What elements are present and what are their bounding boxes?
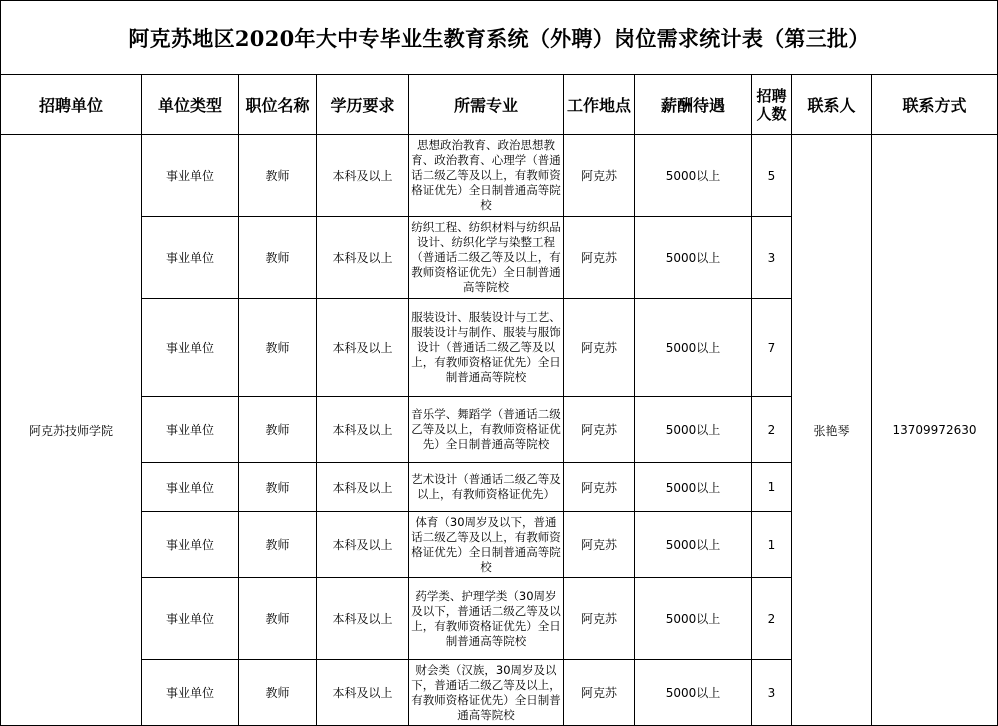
location-cell: 阿克苏 — [564, 135, 635, 217]
position-cell: 教师 — [239, 463, 317, 512]
count-cell: 3 — [752, 217, 792, 299]
header-phone: 联系方式 — [872, 75, 998, 135]
contact-name-cell: 张艳琴 — [792, 135, 872, 726]
major-cell: 体育（30周岁及以下，普通话二级乙等及以上，有教师资格证优先）全日制普通高等院校 — [409, 512, 564, 578]
major-cell: 财会类（汉族，30周岁及以下，普通话二级乙等及以上，有教师资格证优先）全日制普通高等院校 — [409, 660, 564, 726]
salary-cell: 5000以上 — [635, 135, 752, 217]
position-cell: 教师 — [239, 135, 317, 217]
header-education: 学历要求 — [317, 75, 409, 135]
position-cell: 教师 — [239, 660, 317, 726]
unit-type-cell: 事业单位 — [142, 217, 239, 299]
education-cell: 本科及以上 — [317, 397, 409, 463]
unit-name-cell: 阿克苏技师学院 — [1, 135, 142, 726]
unit-type-cell: 事业单位 — [142, 512, 239, 578]
unit-type-cell: 事业单位 — [142, 463, 239, 512]
position-cell: 教师 — [239, 299, 317, 397]
count-cell: 1 — [752, 463, 792, 512]
location-cell: 阿克苏 — [564, 463, 635, 512]
count-cell: 7 — [752, 299, 792, 397]
major-cell: 思想政治教育、政治思想教育、政治教育、心理学（普通话二级乙等及以上，有教师资格证优先）全日制普通高等院校 — [409, 135, 564, 217]
unit-type-cell: 事业单位 — [142, 660, 239, 726]
major-cell: 音乐学、舞蹈学（普通话二级乙等及以上，有教师资格证优先）全日制普通高等院校 — [409, 397, 564, 463]
position-cell: 教师 — [239, 397, 317, 463]
education-cell: 本科及以上 — [317, 217, 409, 299]
count-cell: 3 — [752, 660, 792, 726]
salary-cell: 5000以上 — [635, 512, 752, 578]
salary-cell: 5000以上 — [635, 397, 752, 463]
header-location: 工作地点 — [564, 75, 635, 135]
location-cell: 阿克苏 — [564, 512, 635, 578]
position-cell: 教师 — [239, 512, 317, 578]
header-unit: 招聘单位 — [1, 75, 142, 135]
major-cell: 服装设计、服装设计与工艺、服装设计与制作、服装与服饰设计（普通话二级乙等及以上，有教师资格证优先）全日制普通高等院校 — [409, 299, 564, 397]
header-position: 职位名称 — [239, 75, 317, 135]
education-cell: 本科及以上 — [317, 578, 409, 660]
salary-cell: 5000以上 — [635, 578, 752, 660]
header-salary: 薪酬待遇 — [635, 75, 752, 135]
position-cell: 教师 — [239, 217, 317, 299]
contact-phone-cell: 13709972630 — [872, 135, 998, 726]
major-cell: 纺织工程、纺织材料与纺织品设计、纺织化学与染整工程（普通话二级乙等及以上，有教师资格证优先）全日制普通高等院校 — [409, 217, 564, 299]
count-cell: 5 — [752, 135, 792, 217]
location-cell: 阿克苏 — [564, 578, 635, 660]
salary-cell: 5000以上 — [635, 217, 752, 299]
education-cell: 本科及以上 — [317, 512, 409, 578]
location-cell: 阿克苏 — [564, 299, 635, 397]
salary-cell: 5000以上 — [635, 463, 752, 512]
education-cell: 本科及以上 — [317, 135, 409, 217]
education-cell: 本科及以上 — [317, 463, 409, 512]
unit-type-cell: 事业单位 — [142, 397, 239, 463]
job-table — [0, 74, 998, 726]
major-cell: 艺术设计（普通话二级乙等及以上，有教师资格证优先） — [409, 463, 564, 512]
header-count: 招聘人数 — [752, 75, 792, 135]
major-cell: 药学类、护理学类（30周岁及以下，普通话二级乙等及以上，有教师资格证优先）全日制普通高等院校 — [409, 578, 564, 660]
table-row — [1, 135, 998, 217]
education-cell: 本科及以上 — [317, 299, 409, 397]
salary-cell: 5000以上 — [635, 660, 752, 726]
header-unit-type: 单位类型 — [142, 75, 239, 135]
unit-type-cell: 事业单位 — [142, 299, 239, 397]
unit-type-cell: 事业单位 — [142, 578, 239, 660]
education-cell: 本科及以上 — [317, 660, 409, 726]
count-cell: 2 — [752, 397, 792, 463]
location-cell: 阿克苏 — [564, 397, 635, 463]
header-major: 所需专业 — [409, 75, 564, 135]
salary-cell: 5000以上 — [635, 299, 752, 397]
header-contact: 联系人 — [792, 75, 872, 135]
header-row — [1, 75, 998, 135]
table-title: 阿克苏地区2020年大中专毕业生教育系统（外聘）岗位需求统计表（第三批） — [0, 0, 998, 74]
position-cell: 教师 — [239, 578, 317, 660]
count-cell: 1 — [752, 512, 792, 578]
location-cell: 阿克苏 — [564, 217, 635, 299]
location-cell: 阿克苏 — [564, 660, 635, 726]
unit-type-cell: 事业单位 — [142, 135, 239, 217]
count-cell: 2 — [752, 578, 792, 660]
